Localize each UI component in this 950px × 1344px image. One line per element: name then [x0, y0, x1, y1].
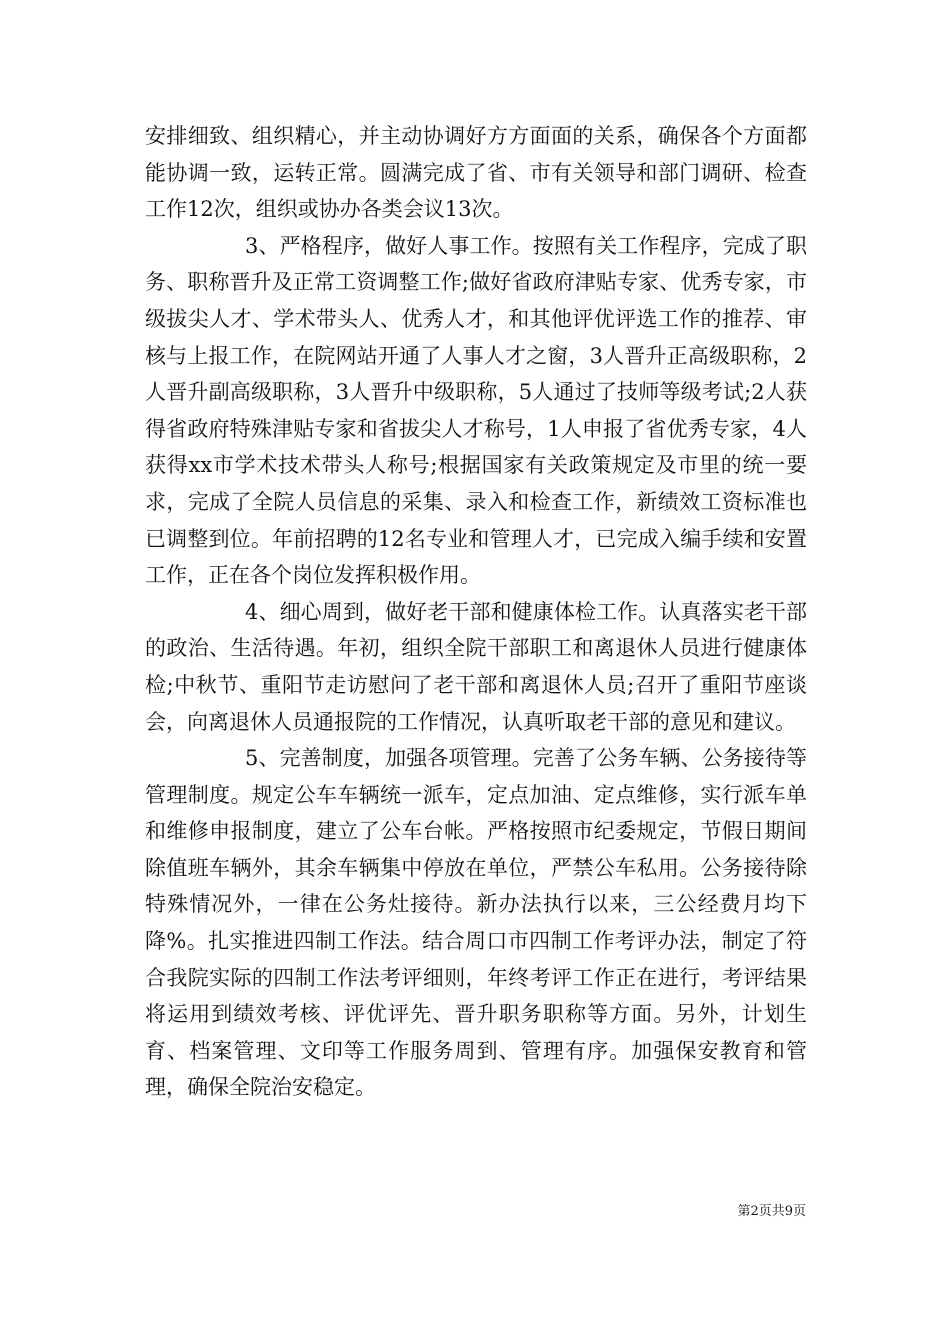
paragraph-management-system: 5、完善制度，加强各项管理。完善了公务车辆、公务接待等管理制度。规定公车车辆统一派车，定点加油、定点维修，实行派车单和维修申报制度，建立了公车台帐。严格按照市纪委规定，节假日期间除值班车辆外，其余车辆集中停放在单位，严禁公车私用。公务接待除特殊情况外，一律在公务灶接待。新办法执行以来，三公经费月均下降%。扎实推进四制工作法。结合周口市四制工作考评办法，制定了符合我院实际的四制工作法考评细则，年终考评工作正在进行，考评结果将运用到绩效考核、评优评先、晋升职务职称等方面。另外，计划生育、档案管理、文印等工作服务周到、管理有序。加强保安教育和管理，确保全院治安稳定。: [145, 746, 807, 1100]
paragraph-personnel-work: 3、严格程序，做好人事工作。按照有关工作程序，完成了职务、职称晋升及正常工资调整工作;做好省政府津贴专家、优秀专家，市级拔尖人才、学术带头人、优秀人才，和其他评优评选工作的推荐、审核与上报工作，在院网站开通了人事人才之窗，3人晋升正高级职称，2人晋升副高级职称，3人晋升中级职称，5人通过了技师等级考试;2人获得省政府特殊津贴专家和省拔尖人才称号，1人申报了省优秀专家，4人获得xx市学术技术带头人称号;根据国家有关政策规定及市里的统一要求，完成了全院人员信息的采集、录入和检查工作，新绩效工资标准也已调整到位。年前招聘的12名专业和管理人才，已完成入编手续和安置工作，正在各个岗位发挥积极作用。: [145, 233, 807, 588]
document-body: [145, 118, 807, 1106]
paragraph-continuation: 安排细致、组织精心，并主动协调好方方面面的关系，确保各个方面都能协调一致，运转正常。圆满完成了省、市有关领导和部门调研、检查工作12次，组织或协办各类会议13次。: [145, 124, 807, 222]
paragraph-retired-cadres: 4、细心周到，做好老干部和健康体检工作。认真落实老干部的政治、生活待遇。年初，组织全院干部职工和离退休人员进行健康体检;中秋节、重阳节走访慰问了老干部和离退休人员;召开了重阳节座谈会，向离退休人员通报院的工作情况，认真听取老干部的意见和建议。: [145, 599, 807, 734]
page-number: 第2页共9页: [737, 1204, 806, 1219]
